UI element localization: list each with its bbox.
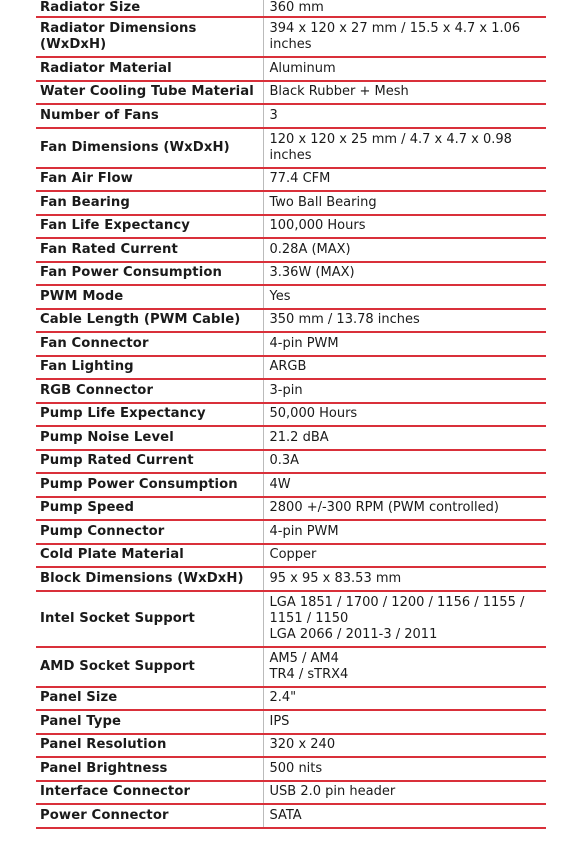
spec-value: 0.28A (MAX) [269,241,351,257]
table-row [36,804,546,828]
table-row [36,0,546,17]
spec-label: Fan Power Consumption [36,262,263,286]
spec-value: 77.4 CFM [269,171,331,187]
spec-value: 2.4" [269,690,297,706]
spec-label: Pump Connector [36,520,263,544]
spec-label: Number of Fans [36,104,263,128]
table-row [36,17,546,57]
spec-value: 4-pin PWM [269,335,339,351]
spec-label: Fan Connector [36,332,263,356]
table-row [36,710,546,734]
spec-value: 95 x 95 x 83.53 mm [269,570,402,586]
table-row [36,520,546,544]
spec-value: 3-pin [269,382,303,398]
table-row [36,734,546,758]
spec-label: Fan Life Expectancy [36,215,263,239]
table-row [36,81,546,105]
spec-label: Pump Rated Current [36,450,263,474]
spec-label: Water Cooling Tube Material [36,81,263,105]
spec-value: 50,000 Hours [269,406,358,422]
spec-value: 394 x 120 x 27 mm / 15.5 x 4.7 x 1.06 inches [269,21,521,52]
spec-label: Pump Speed [36,497,263,521]
table-row [36,238,546,262]
table-row [36,781,546,805]
table-row [36,332,546,356]
spec-value: 3 [269,107,278,123]
spec-value: 21.2 dBA [269,429,329,445]
table-row [36,757,546,781]
spec-value: 350 mm / 13.78 inches [269,312,420,328]
spec-value: ARGB [269,359,307,375]
table-row [36,356,546,380]
spec-value: 320 x 240 [269,737,336,753]
table-row [36,104,546,128]
table-row [36,128,546,168]
spec-value: 4-pin PWM [269,523,339,539]
spec-value: LGA 1851 / 1700 / 1200 / 1156 / 1155 / 1151 / 1150 LGA 2066 / 2011-3 / 2011 [269,594,525,642]
spec-value: 3.36W (MAX) [269,265,355,281]
table-row [36,567,546,591]
spec-label: Radiator Material [36,57,263,81]
spec-value: 360 mm [269,0,324,15]
spec-label: Pump Noise Level [36,426,263,450]
spec-value: 500 nits [269,760,323,776]
table-row [36,497,546,521]
spec-label: Block Dimensions (WxDxH) [36,567,263,591]
spec-value: SATA [269,807,302,823]
spec-label: RGB Connector [36,379,263,403]
spec-label: Cold Plate Material [36,544,263,568]
table-row [36,473,546,497]
table-row [36,591,546,647]
spec-label: Radiator Size [36,0,263,17]
spec-label: Panel Size [36,687,263,711]
table-row [36,168,546,192]
spec-label: Power Connector [36,804,263,828]
table-row [36,450,546,474]
spec-label: Fan Rated Current [36,238,263,262]
table-row [36,191,546,215]
spec-value: Aluminum [269,60,336,76]
spec-value: 0.3A [269,453,300,469]
spec-label: Panel Resolution [36,734,263,758]
spec-value: USB 2.0 pin header [269,784,396,800]
spec-label: Fan Air Flow [36,168,263,192]
table-row [36,309,546,333]
spec-label: Fan Lighting [36,356,263,380]
table-row [36,426,546,450]
spec-label: AMD Socket Support [36,647,263,687]
table-row [36,262,546,286]
table-row [36,687,546,711]
spec-value: IPS [269,713,290,729]
table-row [36,215,546,239]
spec-value: 2800 +/-300 RPM (PWM controlled) [269,500,499,516]
spec-value: Copper [269,547,317,563]
table-row [36,647,546,687]
table-row [36,57,546,81]
spec-value: Black Rubber + Mesh [269,84,409,100]
spec-value: AM5 / AM4 TR4 / sTRX4 [269,650,349,682]
spec-label: Interface Connector [36,781,263,805]
spec-label: Pump Life Expectancy [36,403,263,427]
spec-label: Fan Bearing [36,191,263,215]
table-row [36,544,546,568]
spec-label: Cable Length (PWM Cable) [36,309,263,333]
specifications-table [36,0,546,829]
spec-label: Panel Type [36,710,263,734]
spec-value: Two Ball Bearing [269,194,377,210]
spec-label: PWM Mode [36,285,263,309]
spec-value: 120 x 120 x 25 mm / 4.7 x 4.7 x 0.98 inches [269,131,512,163]
table-row [36,403,546,427]
spec-label: Pump Power Consumption [36,473,263,497]
spec-value: 4W [269,476,291,492]
table-row [36,285,546,309]
spec-label: Intel Socket Support [36,591,263,647]
spec-value: Yes [269,288,291,304]
table-row [36,379,546,403]
spec-value: 100,000 Hours [269,218,366,234]
spec-label: Panel Brightness [36,757,263,781]
spec-label: Fan Dimensions (WxDxH) [36,128,263,168]
spec-label: Radiator Dimensions (WxDxH) [36,17,263,57]
